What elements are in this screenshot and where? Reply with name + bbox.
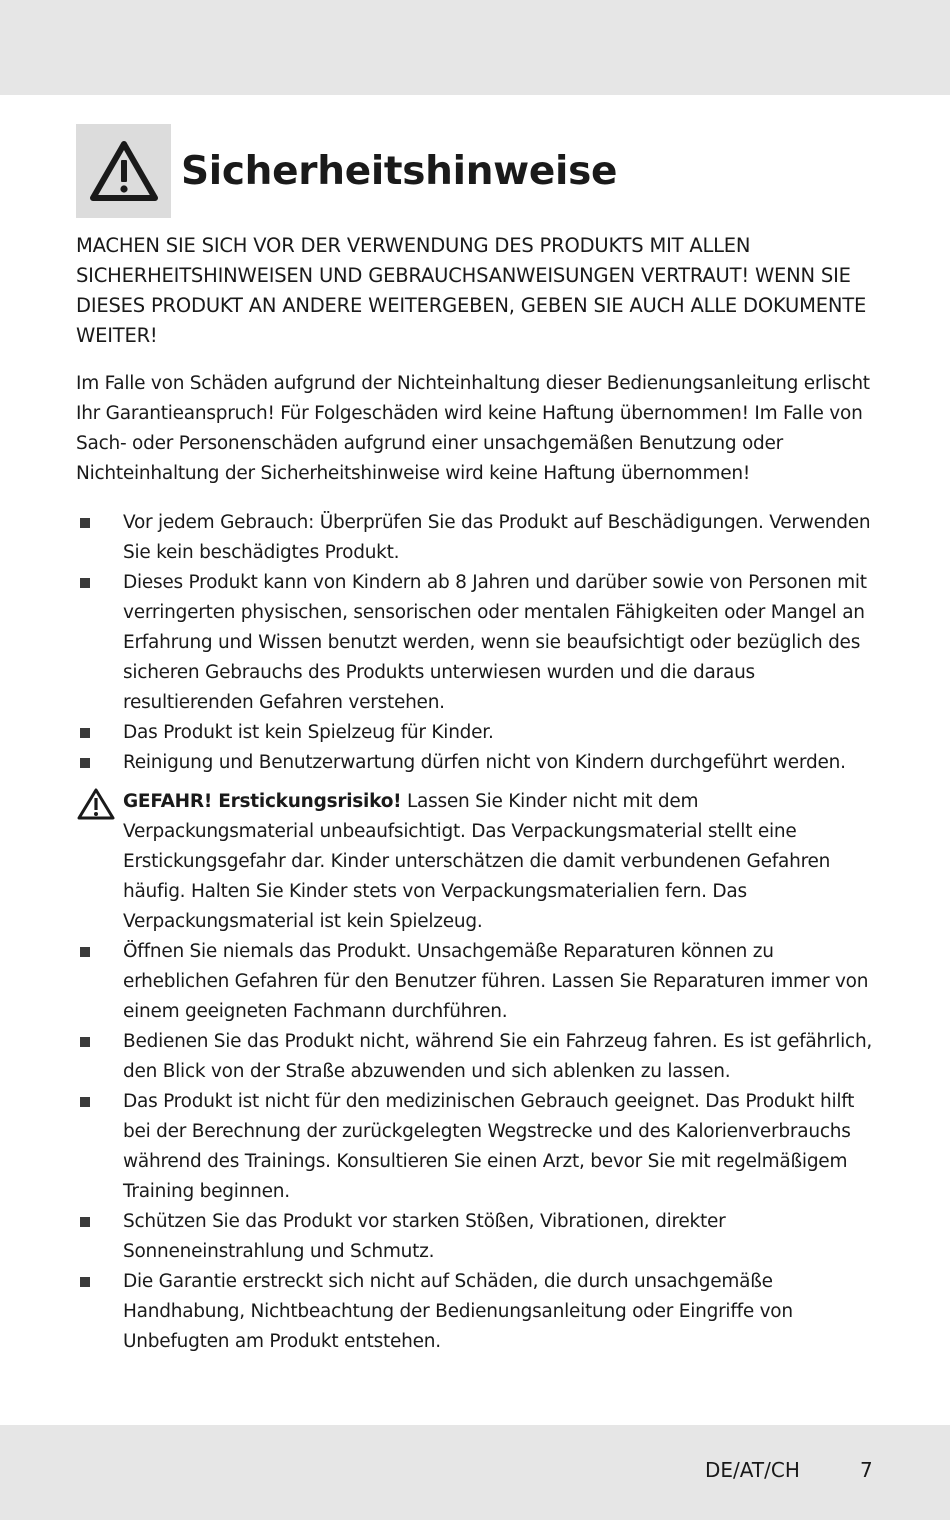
list-item-text: Bedienen Sie das Produkt nicht, während Sie ein Fahrzeug fahren. Es ist gefährlich, den Blick von der Straße abzuwenden und sich ablenken zu lassen. [123, 1031, 873, 1082]
square-bullet-icon [80, 728, 90, 738]
list-item [76, 1207, 876, 1267]
square-bullet-icon [80, 1217, 90, 1227]
top-margin-band [0, 0, 950, 95]
list-item [76, 1267, 876, 1357]
section-header [76, 124, 617, 218]
page-number: 7 [860, 1458, 873, 1482]
square-bullet-icon [80, 1277, 90, 1287]
content [76, 231, 876, 1357]
list-item-text: Reinigung und Benutzerwartung dürfen nicht von Kindern durchgeführt werden. [123, 752, 846, 773]
list-item [76, 1087, 876, 1207]
list-item [76, 937, 876, 1027]
list-item [76, 508, 876, 568]
list-item-text: Schützen Sie das Produkt vor starken Stößen, Vibrationen, direkter Sonneneinstrahlung und Schmutz. [123, 1211, 726, 1262]
list-item-text: Die Garantie erstreckt sich nicht auf Schäden, die durch unsachgemäße Handhabung, Nichtbeachtung der Bedienungsanleitung oder Eingriffe von Unbefugten am Produkt entstehen. [123, 1271, 793, 1352]
list-item-text: Das Produkt ist kein Spielzeug für Kinder. [123, 722, 494, 743]
intro-caps-paragraph: MACHEN SIE SICH VOR DER VERWENDUNG DES PRODUKTS MIT ALLEN SICHERHEITSHINWEISEN UND GEBRAUCHSANWEISUNGEN VERTRAUT! WENN SIE DIESES PRODUKT AN ANDERE WEITERGEBEN, GEBEN SIE AUCH ALLE DOKUMENTE WEITER! [76, 234, 867, 347]
list-item [76, 718, 876, 748]
bottom-margin-band [0, 1425, 950, 1520]
footer-region-code: DE/AT/CH [705, 1458, 800, 1482]
warning-triangle-icon [89, 140, 159, 202]
list-item [76, 1027, 876, 1087]
square-bullet-icon [80, 518, 90, 528]
list-item-text: Vor jedem Gebrauch: Überprüfen Sie das Produkt auf Beschädigungen. Verwenden Sie kein beschädigtes Produkt. [123, 512, 871, 563]
list-item [76, 568, 876, 718]
list-item-text: Das Produkt ist nicht für den medizinischen Gebrauch geeignet. Das Produkt hilft bei der Berechnung der zurückgelegten Wegstrecke und des Kalorienverbrauchs während des Trainings. Konsultieren Sie einen Arzt, bevor Sie mit regelmäßigem Training beginnen. [123, 1091, 855, 1202]
danger-label: GEFAHR! Erstickungsrisiko! [123, 791, 402, 812]
danger-text: Lassen Sie Kinder nicht mit dem Verpackungsmaterial unbeaufsichtigt. Das Verpackungsmaterial stellt eine Erstickungsgefahr dar. Kinder unterschätzen die damit verbundenen Gefahren häufig. Halten Sie Kinder stets von Verpackungsmaterialien fern. Das Verpackungsmaterial ist kein Spielzeug. [123, 791, 831, 932]
list-item-text: Dieses Produkt kann von Kindern ab 8 Jahren und darüber sowie von Personen mit verringerten physischen, sensorischen oder mentalen Fähigkeiten oder Mangel an Erfahrung und Wissen benutzt werden, wenn sie beaufsichtigt oder bezüglich des sicheren Gebrauchs des Produkts unterwiesen wurden und die daraus resultierenden Gefahren verstehen. [123, 572, 867, 713]
safety-list-a [76, 508, 876, 778]
page-title: Sicherheitshinweise [181, 148, 618, 194]
square-bullet-icon [80, 758, 90, 768]
square-bullet-icon [80, 1037, 90, 1047]
warning-icon-box [76, 124, 171, 218]
list-item-text: Öffnen Sie niemals das Produkt. Unsachgemäße Reparaturen können zu erheblichen Gefahren für den Benutzer führen. Lassen Sie Reparaturen immer von einem geeigneten Fachmann durchführen. [123, 941, 869, 1022]
square-bullet-icon [80, 1097, 90, 1107]
danger-warning [76, 787, 876, 937]
intro-paragraph: Im Falle von Schäden aufgrund der Nichteinhaltung dieser Bedienungsanleitung erlischt Ihr Garantieanspruch! Für Folgeschäden wird keine Haftung übernommen! Im Falle von Sach- oder Personenschäden aufgrund einer unsachgemäßen Benutzung oder Nichteinhaltung der Sicherheitshinweise wird keine Haftung übernommen! [76, 373, 870, 484]
list-item [76, 748, 876, 778]
safety-list-b [76, 937, 876, 1357]
warning-triangle-icon [76, 787, 116, 821]
square-bullet-icon [80, 947, 90, 957]
square-bullet-icon [80, 578, 90, 588]
